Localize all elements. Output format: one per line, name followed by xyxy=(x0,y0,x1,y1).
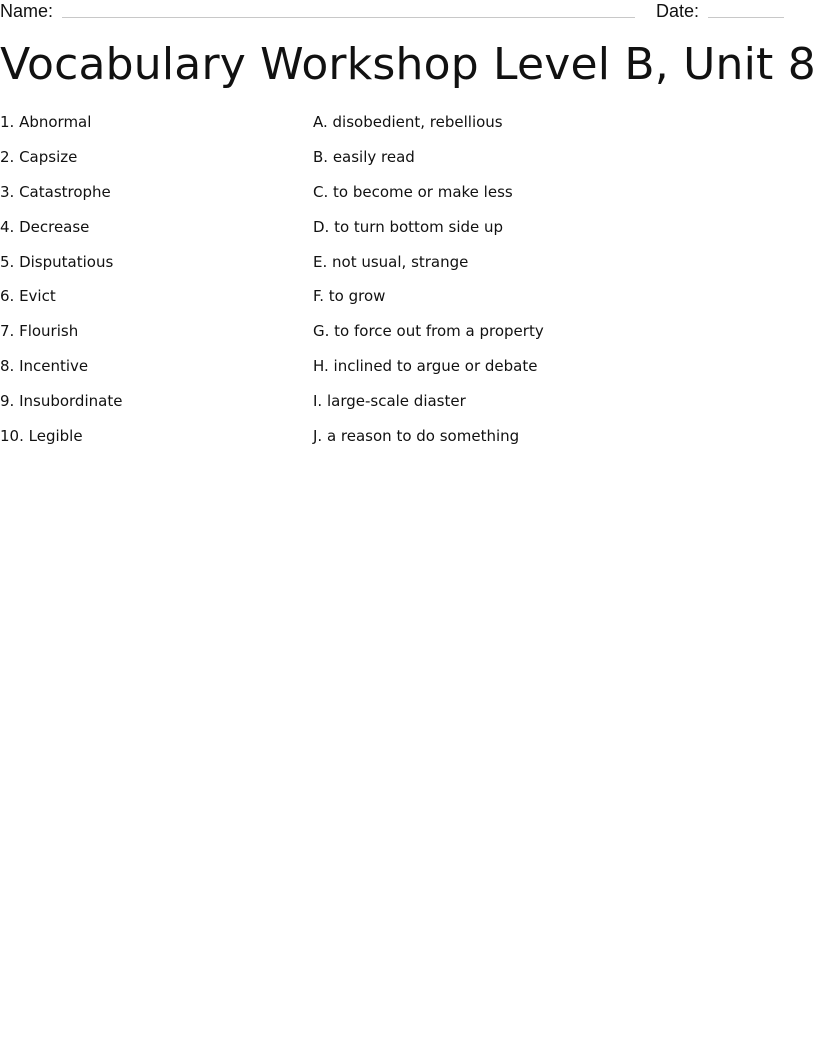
date-label: Date: xyxy=(656,1,700,21)
term-item: 4. Decrease xyxy=(0,217,90,236)
terms-list xyxy=(0,112,300,461)
definition-item: D. to turn bottom side up xyxy=(313,217,504,236)
definition-item: I. large-scale diaster xyxy=(313,392,466,411)
definition-item: A. disobedient, rebellious xyxy=(313,113,503,131)
term-item: 6. Evict xyxy=(0,287,56,306)
worksheet-header xyxy=(0,0,816,22)
definition-item: H. inclined to argue or debate xyxy=(313,357,538,376)
definitions-list xyxy=(313,112,793,461)
definition-item: F. to grow xyxy=(313,287,386,306)
definition-item: E. not usual, strange xyxy=(313,252,469,271)
name-label: Name: xyxy=(0,1,54,21)
term-item: 1. Abnormal xyxy=(0,113,92,131)
definition-item: G. to force out from a property xyxy=(313,322,544,341)
term-item: 2. Capsize xyxy=(0,147,78,166)
definition-item: J. a reason to do something xyxy=(313,427,520,446)
term-item: 10. Legible xyxy=(0,427,83,446)
term-item: 5. Disputatious xyxy=(0,252,114,271)
term-item: 3. Catastrophe xyxy=(0,182,111,201)
date-blank-line xyxy=(708,17,784,18)
definition-item: B. easily read xyxy=(313,147,415,166)
worksheet-title: Vocabulary Workshop Level B, Unit 8 xyxy=(0,39,816,90)
term-item: 8. Incentive xyxy=(0,357,89,376)
term-item: 7. Flourish xyxy=(0,322,79,341)
definition-item: C. to become or make less xyxy=(313,182,513,201)
name-blank-line xyxy=(62,17,635,18)
term-item: 9. Insubordinate xyxy=(0,392,123,411)
